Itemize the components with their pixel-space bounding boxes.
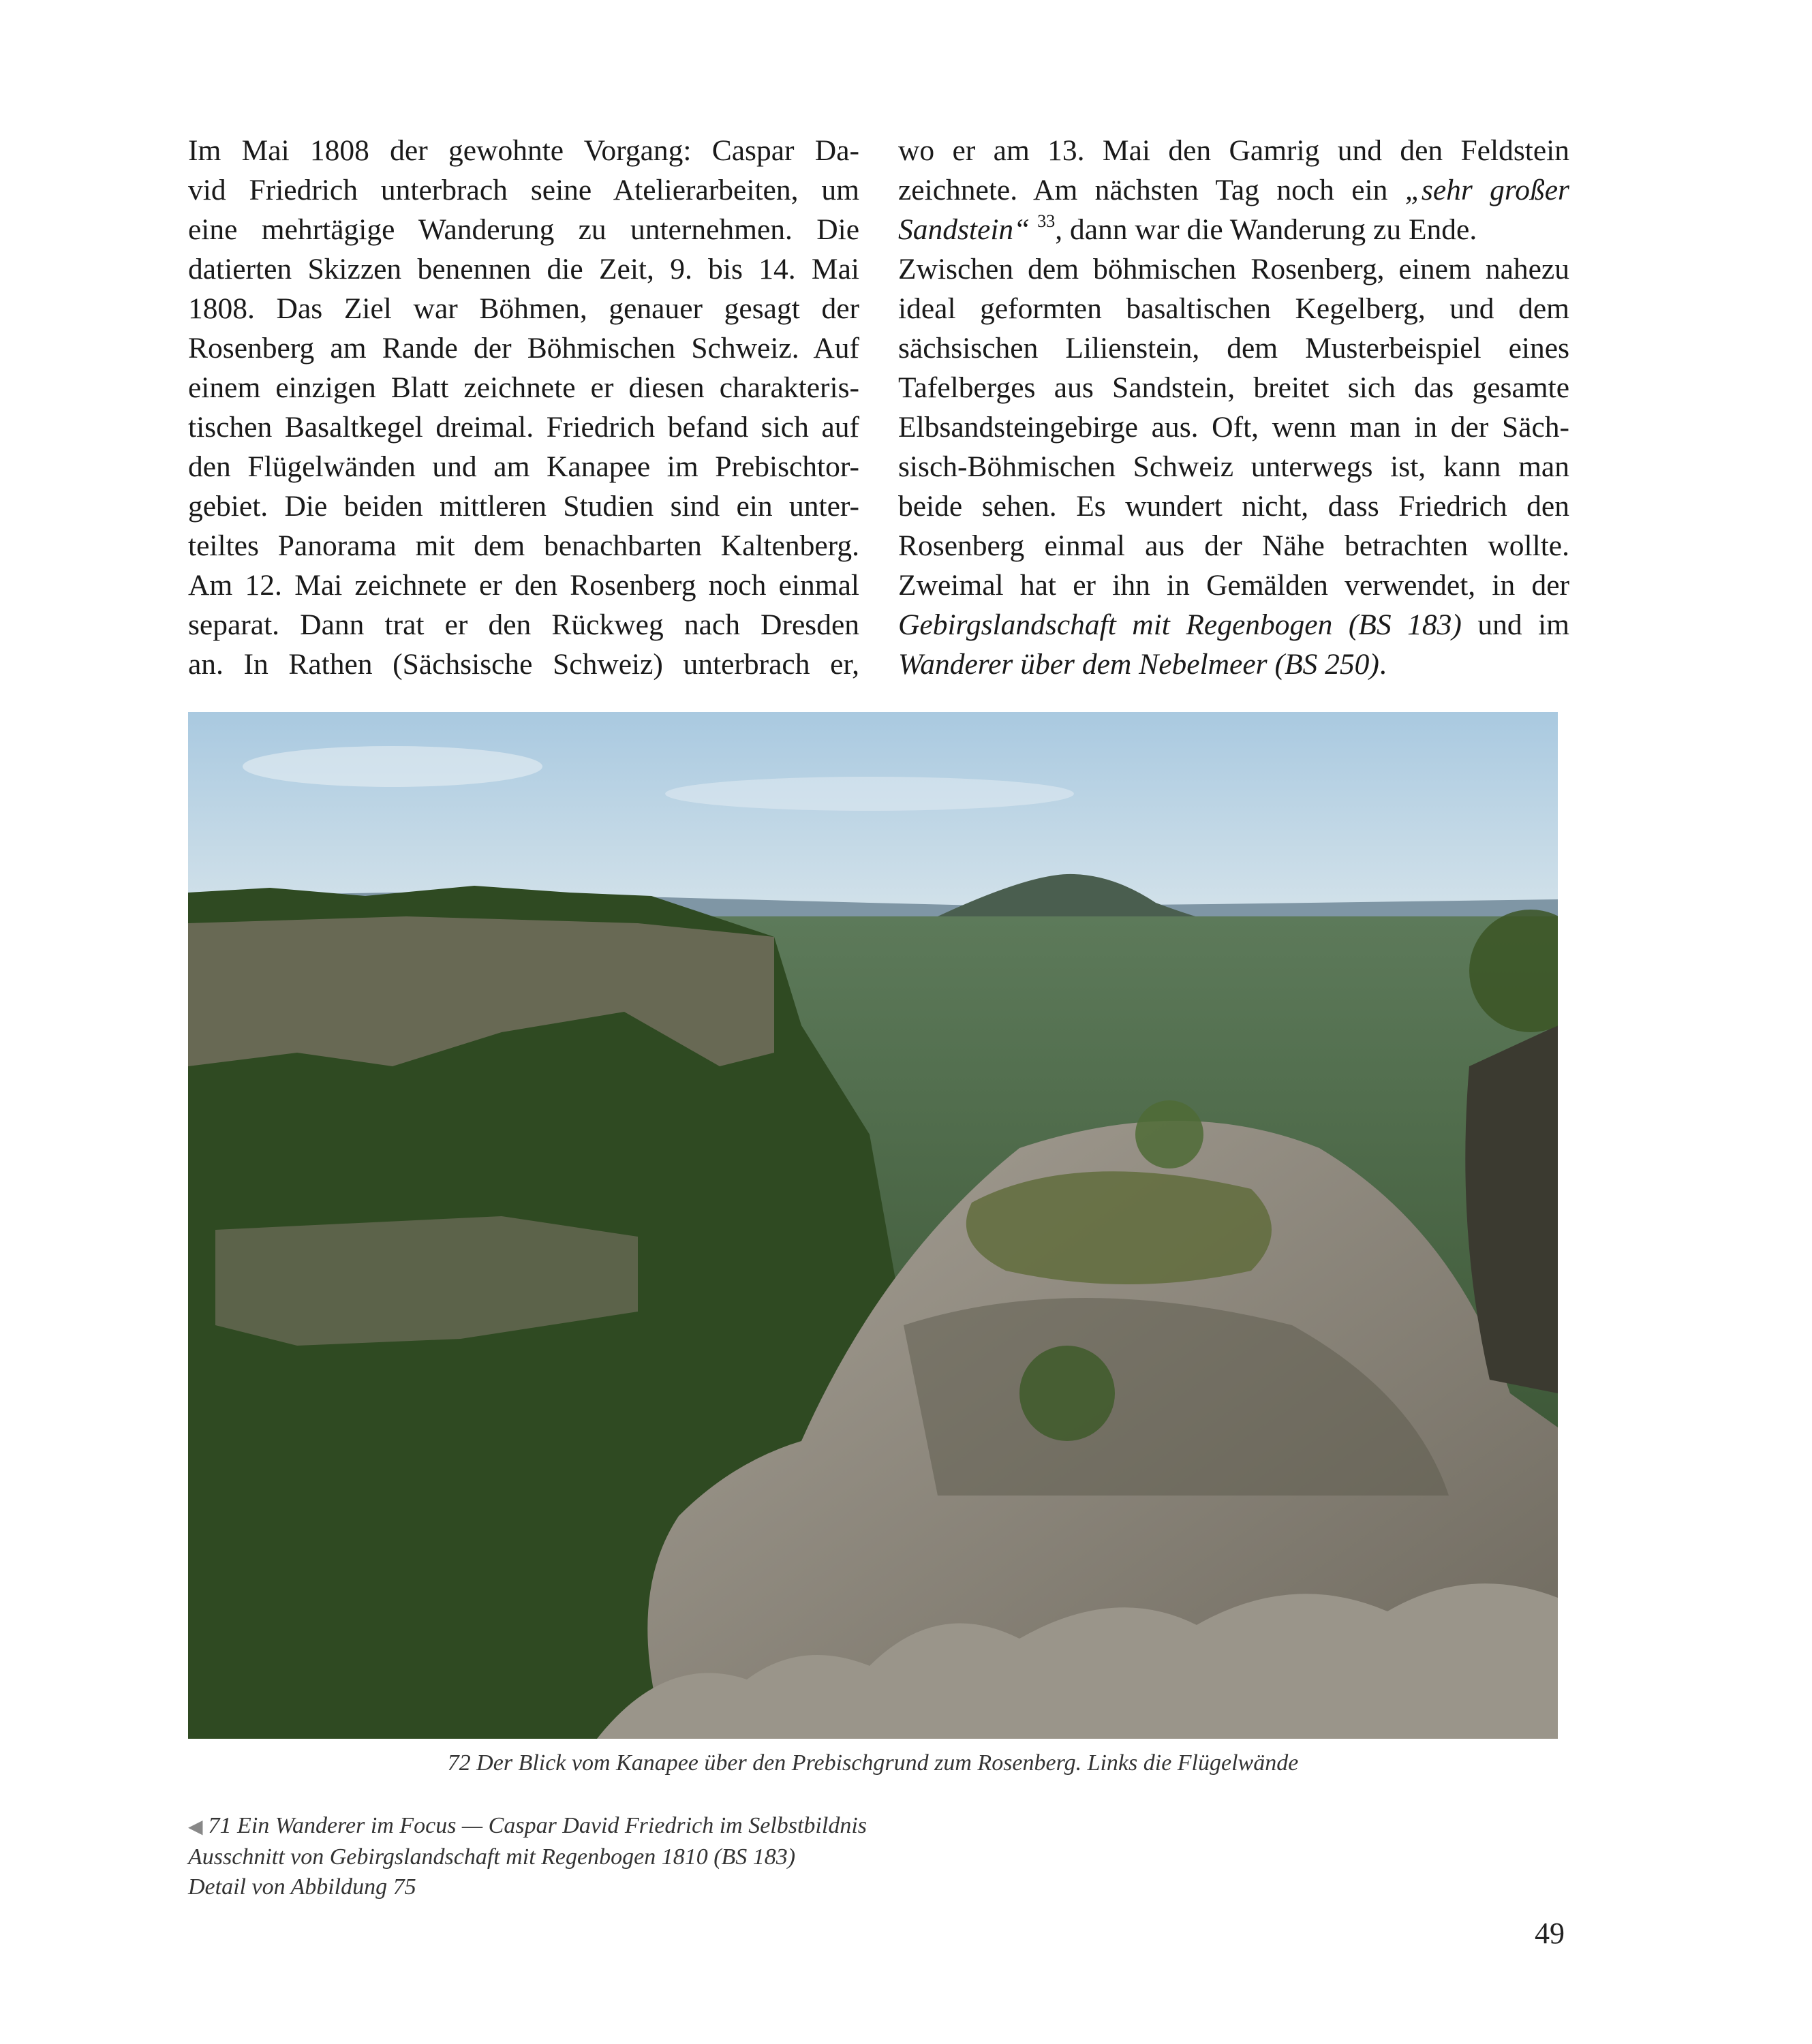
footnote-marker: 33 — [1037, 211, 1056, 231]
landscape-photo — [188, 712, 1558, 1739]
text-run: . — [1379, 648, 1387, 681]
text-line: gebiet. Die beiden mittleren Studien sind ein unter- — [188, 490, 859, 523]
text-line: Rosenberg am Rande der Böhmischen Schweiz. Auf — [188, 332, 859, 365]
text-line: beide sehen. Es wundert nicht, dass Friedrich den — [898, 490, 1569, 523]
text-line: den Flügelwänden und am Kanapee im Prebischtor- — [188, 450, 859, 483]
arrow-left-icon: ◀ — [188, 1816, 203, 1838]
text-line: separat. Dann trat er den Rückweg nach Dresden — [188, 608, 859, 641]
text-line: einem einzigen Blatt zeichnete er diesen charakteris- — [188, 371, 859, 404]
cloud — [243, 746, 542, 787]
text-line: an. In Rathen (Sächsische Schweiz) unterbrach er, — [188, 648, 859, 681]
caption-text: 71 Ein Wanderer im Focus — Caspar David Friedrich im Selbstbildnis — [208, 1813, 867, 1838]
figure-71-caption — [188, 1811, 867, 1902]
artwork-title: Gebirgslandschaft mit Regenbogen (BS 183) — [898, 608, 1462, 641]
text-line: datierten Skizzen benennen die Zeit, 9. bis 14. Mai — [188, 253, 859, 285]
text-line: wo er am 13. Mai den Gamrig und den Feldstein — [898, 134, 1569, 167]
text-line: Zwischen dem böhmischen Rosenberg, einem nahezu — [898, 253, 1569, 285]
text-line: vid Friedrich unterbrach seine Atelierarbeiten, um — [188, 174, 859, 206]
text-run: und im — [1461, 608, 1569, 641]
text-line — [898, 645, 1569, 684]
text-line — [898, 210, 1569, 249]
text-line: Rosenberg einmal aus der Nähe betrachten wollte. — [898, 529, 1569, 562]
right-column — [898, 131, 1569, 684]
sky — [188, 712, 1558, 916]
caption-line: Detail von Abbildung 75 — [188, 1874, 416, 1900]
pine-tree — [1019, 1346, 1115, 1441]
cloud — [665, 777, 1074, 811]
text-line — [898, 605, 1569, 645]
text-line: Elbsandsteingebirge aus. Oft, wenn man in der Säch- — [898, 411, 1569, 444]
text-line: teiltes Panorama mit dem benachbarten Kaltenberg. — [188, 529, 859, 562]
figure-72-caption: 72 Der Blick vom Kanapee über den Prebischgrund zum Rosenberg. Links die Flügelwände — [447, 1750, 1299, 1776]
caption-line — [188, 1811, 867, 1842]
text-line: Tafelberges aus Sandstein, breitet sich das gesamte — [898, 371, 1569, 404]
pine-tree — [1135, 1100, 1203, 1168]
text-line: sächsischen Lilienstein, dem Musterbeispiel eines — [898, 332, 1569, 365]
page-number: 49 — [1535, 1917, 1565, 1950]
quote-text: „sehr großer — [1404, 174, 1569, 206]
quote-text: Sandstein“ — [898, 213, 1030, 246]
left-column — [188, 131, 859, 684]
text-line: eine mehrtägige Wanderung zu unternehmen. Die — [188, 213, 859, 246]
text-line: ideal geformten basaltischen Kegelberg, und dem — [898, 292, 1569, 325]
text-line: sisch-Böhmischen Schweiz unterwegs ist, kann man — [898, 450, 1569, 483]
text-line: 1808. Das Ziel war Böhmen, genauer gesagt der — [188, 292, 859, 325]
text-line: Am 12. Mai zeichnete er den Rosenberg noch einmal — [188, 569, 859, 602]
text-line: tischen Basaltkegel dreimal. Friedrich befand sich auf — [188, 411, 859, 444]
text-run: zeichnete. Am nächsten Tag noch ein — [898, 174, 1405, 206]
text-run: , dann war die Wanderung zu Ende. — [1055, 213, 1477, 246]
moss-patch — [966, 1171, 1272, 1284]
text-line: Im Mai 1808 der gewohnte Vorgang: Caspar Da- — [188, 134, 859, 167]
artwork-title: Wanderer über dem Nebelmeer (BS 250) — [898, 648, 1379, 681]
text-line — [898, 170, 1569, 210]
caption-line: Ausschnitt von Gebirgslandschaft mit Regenbogen 1810 (BS 183) — [188, 1844, 796, 1870]
text-line: Zweimal hat er ihn in Gemälden verwendet, in der — [898, 569, 1569, 602]
